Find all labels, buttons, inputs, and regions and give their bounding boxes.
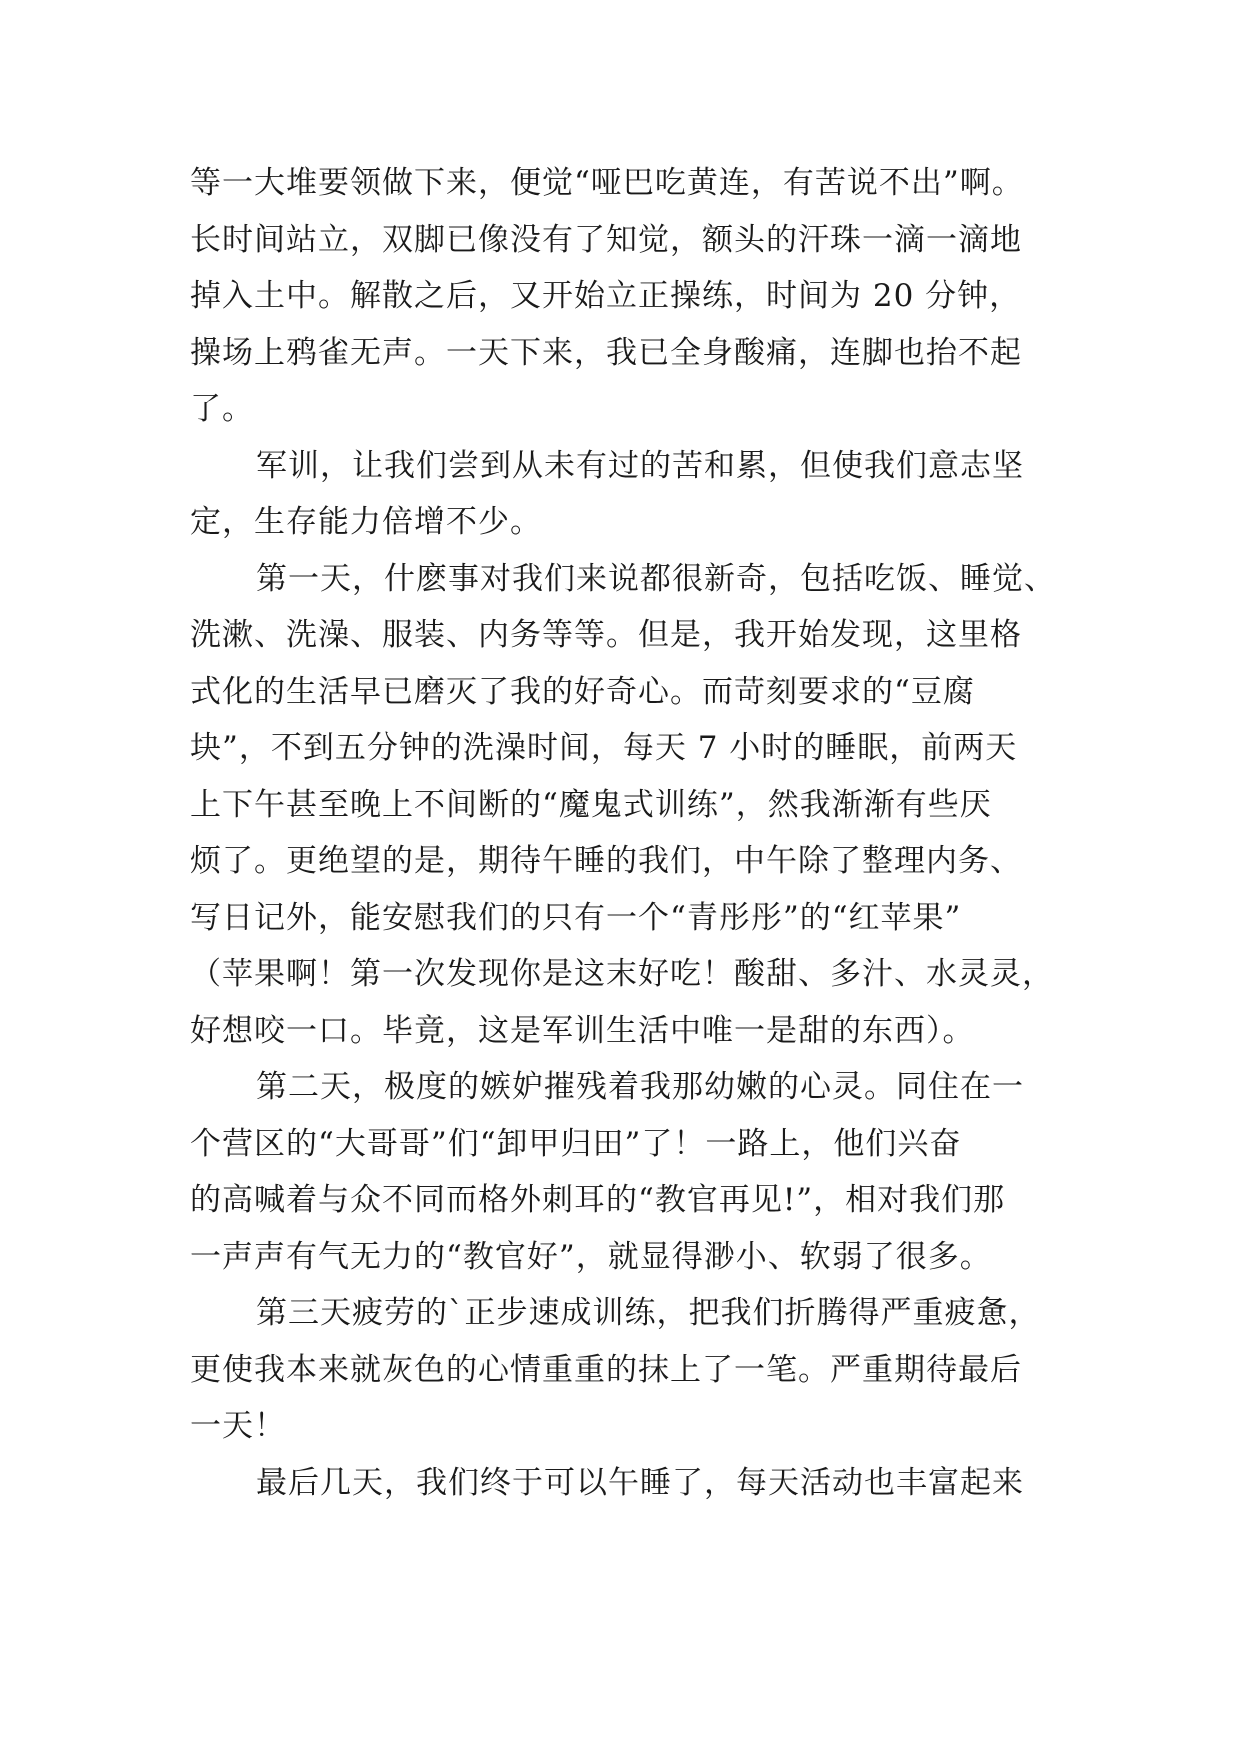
paragraph (190, 438, 1050, 551)
paragraph (190, 551, 1056, 1060)
text-line: 写日记外，能安慰我们的只有一个“青彤彤”的“红苹果” (190, 899, 962, 936)
text-line: 了。 (190, 391, 254, 427)
text-line: 的高喊着与众不同而格外刺耳的“教官再见!”，相对我们那 (190, 1182, 1006, 1218)
text-line: 定，生存能力倍增不少。 (190, 504, 542, 540)
text-line: 操场上鸦雀无声。一天下来，我已全身酸痛，连脚也抬不起 (190, 334, 1022, 371)
text-line: 第三天疲劳的`正步速成训练，把我们折腾得严重疲惫， (256, 1295, 1041, 1331)
text-line: 洗漱、洗澡、服装、内务等等。但是，我开始发现，这里格 (190, 617, 1022, 653)
text-line: 更使我本来就灰色的心情重重的抹上了一笔。严重期待最后 (190, 1351, 1022, 1388)
text-line: 个营区的“大哥哥”们“卸甲归田”了！一路上，他们兴奋 (190, 1125, 962, 1162)
paragraph (190, 155, 1050, 438)
paragraph (190, 1059, 1050, 1285)
text-line: 一天！ (190, 1408, 286, 1444)
text-line: 长时间站立，双脚已像没有了知觉，额头的汗珠一滴一滴地 (190, 221, 1022, 258)
text-line: 第一天，什麽事对我们来说都很新奇，包括吃饭、睡觉、 (256, 560, 1056, 597)
text-line: 好想咬一口。毕竟，这是军训生活中唯一是甜的东西）。 (190, 1012, 975, 1049)
text-line: 烦了。更绝望的是，期待午睡的我们，中午除了整理内务、 (190, 843, 1022, 879)
text-line: 最后几天，我们终于可以午睡了，每天活动也丰富起来 (256, 1464, 1024, 1501)
text-line: 军训，让我们尝到从未有过的苦和累，但使我们意志坚 (256, 447, 1024, 484)
paragraph (190, 1455, 1050, 1512)
text-line: 第二天，极度的嫉妒摧残着我那幼嫩的心灵。同住在一 (256, 1069, 1024, 1105)
text-line: 等一大堆要领做下来，便觉“哑巴吃黄连，有苦说不出”啊。 (190, 165, 1024, 201)
paragraph (190, 1285, 1050, 1455)
text-line: 块”，不到五分钟的洗澡时间，每天 7 小时的睡眠，前两天 (190, 730, 1018, 766)
text-line: （苹果啊！第一次发现你是这末好吃！酸甜、多汁、水灵灵， (190, 956, 1054, 992)
text-line: 掉入土中。解散之后，又开始立正操练，时间为 20 分钟， (190, 278, 1022, 314)
text-line: 一声声有气无力的“教官好”，就显得渺小、软弱了很多。 (190, 1238, 992, 1275)
text-line: 上下午甚至晚上不间断的“魔鬼式训练”，然我渐渐有些厌 (190, 786, 992, 823)
document-body (190, 155, 1056, 1511)
text-line: 式化的生活早已磨灭了我的好奇心。而苛刻要求的“豆腐 (190, 673, 975, 710)
